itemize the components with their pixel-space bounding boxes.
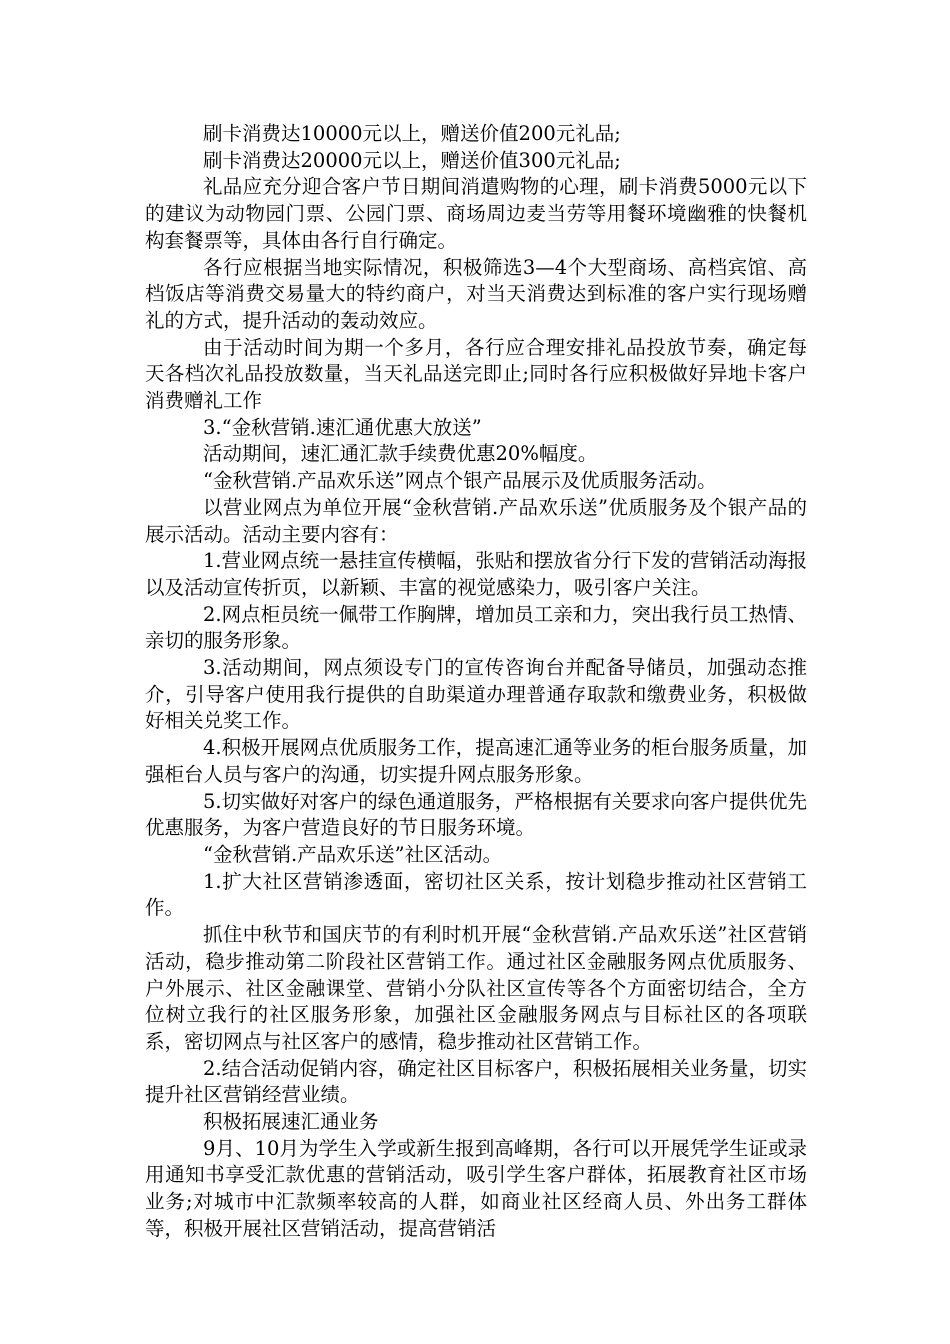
paragraph-gift-pacing: 由于活动时间为期一个多月，各行应合理安排礼品投放节奏，确定每天各档次礼品投放数量，当天礼品送完即止;同时各行应积极做好异地卡客户消费赠礼工作 [145, 335, 807, 413]
paragraph-community-detail: 抓住中秋节和国庆节的有利时机开展“金秋营销.产品欢乐送”社区营销活动，稳步推动第二阶段社区营销工作。通过社区金融服务网点优质服务、户外展示、社区金融课堂、营销小分队社区宣传等各个方面密切结合，全方位树立我行的社区服务形象，加强社区金融服务网点与目标社区的各项联系，密切网点与社区客户的感情，稳步推动社区营销工作。 [145, 923, 807, 1053]
paragraph-branch-intro: 以营业网点为单位开展“金秋营销.产品欢乐送”优质服务及个银产品的展示活动。活动主要内容有： [145, 495, 807, 546]
paragraph-merchant-selection: 各行应根据当地实际情况，积极筛选3—4个大型商场、高档宾馆、高档饭店等消费交易量大的特约商户，对当天消费达到标准的客户实行现场赠礼的方式，提升活动的轰动效应。 [145, 255, 807, 332]
list-item-branch-4: 4.积极开展网点优质服务工作，提高速汇通等业务的柜台服务质量，加强柜台人员与客户的沟通，切实提升网点服务形象。 [145, 736, 807, 786]
list-item-branch-2: 2.网点柜员统一佩带工作胸牌，增加员工亲和力，突出我行员工热情、亲切的服务形象。 [145, 602, 807, 653]
paragraph-gift-10000: 刷卡消费达10000元以上，赠送价值200元礼品; [203, 122, 621, 145]
paragraph-gift-guidance: 礼品应充分迎合客户节日期间消遣购物的心理，刷卡消费5000元以下的建议为动物园门票、公园门票、商场周边麦当劳等用餐环境幽雅的快餐机构套餐票等，具体由各行自行确定。 [145, 175, 807, 252]
paragraph-gift-20000: 刷卡消费达20000元以上，赠送价值300元礼品; [203, 148, 621, 172]
list-item-branch-5: 5.切实做好对客户的绿色通道服务，严格根据有关要求向客户提供优先优惠服务，为客户营造良好的节日服务环境。 [145, 789, 807, 840]
document-body [145, 121, 807, 1243]
section-heading-community-activity: “金秋营销.产品欢乐送”社区活动。 [203, 842, 503, 866]
section-heading-remittance-expansion: 积极拓展速汇通业务 [203, 1110, 379, 1134]
paragraph-remittance-discount: 活动期间，速汇通汇款手续费优惠20%幅度。 [203, 442, 598, 466]
paragraph-student-remittance: 9月、10月为学生入学或新生报到高峰期，各行可以开展凭学生证或录用通知书享受汇款优惠的营销活动，吸引学生客户群体，拓展教育社区市场业务;对城市中汇款频率较高的人群，如商业社区经商人员、外出务工群体等，积极开展社区营销活动，提高营销活 [145, 1136, 807, 1240]
section-heading-branch-activity: “金秋营销.产品欢乐送”网点个银产品展示及优质服务活动。 [203, 469, 717, 493]
list-item-community-2: 2.结合活动促销内容，确定社区目标客户，积极拓展相关业务量，切实提升社区营销经营业绩。 [145, 1056, 807, 1107]
section-heading-remittance-promo: 3.“金秋营销.速汇通优惠大放送” [203, 415, 482, 439]
list-item-branch-3: 3.活动期间，网点须设专门的宣传咨询台并配备导储员，加强动态推介，引导客户使用我行提供的自助渠道办理普通存取款和缴费业务，积极做好相关兑奖工作。 [145, 656, 807, 733]
list-item-branch-1: 1.营业网点统一悬挂宣传横幅，张贴和摆放省分行下发的营销活动海报以及活动宣传折页，以新颖、丰富的视觉感染力，吸引客户关注。 [145, 549, 807, 599]
list-item-community-1: 1.扩大社区营销渗透面，密切社区关系，按计划稳步推动社区营销工作。 [145, 869, 807, 920]
